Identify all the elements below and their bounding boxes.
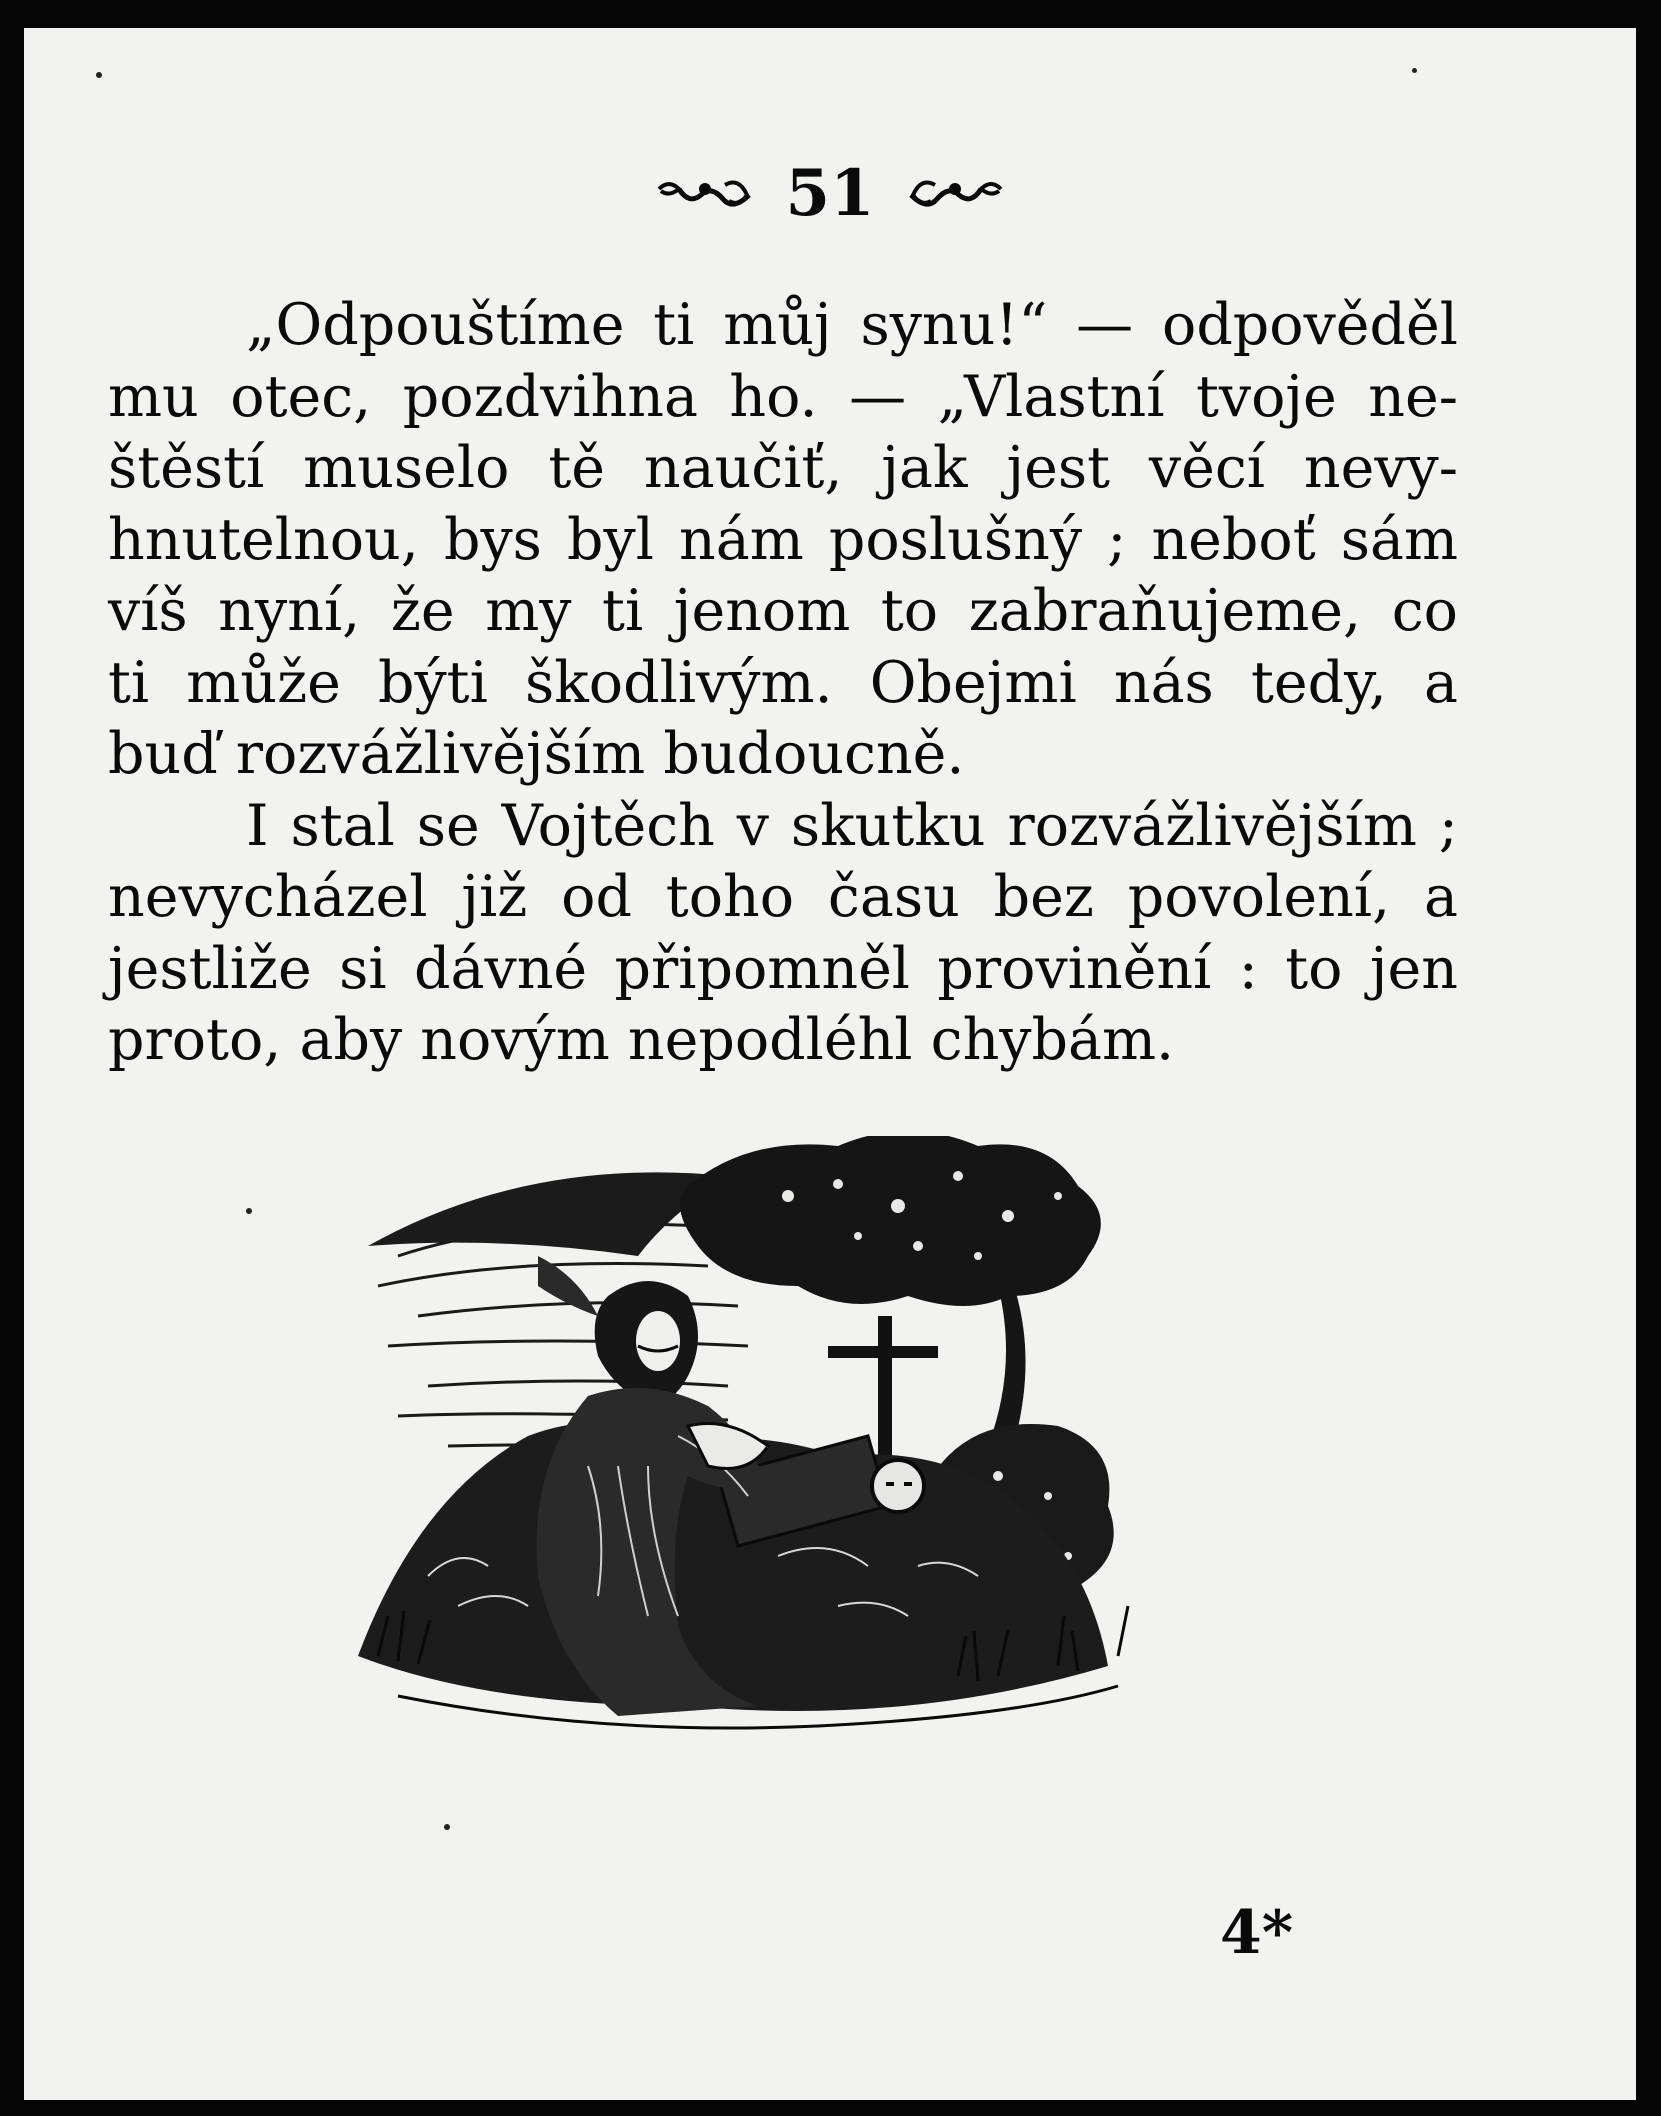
woodcut-mourning-woman-at-grave-icon <box>358 1136 1188 1796</box>
text-line: víš nyní, že my ti jenom to zabraňujeme, co <box>108 578 1458 644</box>
text-line: buď rozvážlivějším budoucně. <box>108 721 965 787</box>
text-line: ti může býti škodlivým. Obejmi nás tedy, a <box>108 649 1458 716</box>
text-line: jestliže si dávné připomněl provinění : to jen <box>108 935 1458 1002</box>
text-line: hnutelnou, bys byl nám poslušný ; neboť sám <box>108 506 1458 573</box>
signature-mark: 4* <box>1220 1898 1294 1968</box>
woodcut-illustration <box>358 1136 1188 1796</box>
paper-speck <box>1412 68 1417 73</box>
text-line: I stal se Vojtěch v skutku rozvážlivějším ; <box>246 792 1458 859</box>
ornament-right-icon <box>901 156 1005 231</box>
ornament-left-icon <box>655 156 759 231</box>
body-text <box>108 290 1458 1077</box>
paper-speck <box>96 72 102 78</box>
paragraph-1 <box>108 290 1458 791</box>
text-line: štěstí muselo tě naučiť, jak jest věcí nevy- <box>108 435 1458 501</box>
paper-speck <box>444 1824 450 1830</box>
paper-speck <box>246 1208 252 1214</box>
paragraph-2 <box>108 791 1458 1077</box>
page-number: 51 <box>785 156 875 231</box>
text-line: proto, aby novým nepodléhl chybám. <box>108 1007 1175 1073</box>
text-line: mu otec, pozdvihna ho. — „Vlastní tvoje ne- <box>108 363 1458 430</box>
text-line: nevycházel již od toho času bez povolení, a <box>108 864 1458 930</box>
page-header <box>24 156 1636 231</box>
book-page <box>24 28 1636 2100</box>
text-line: „Odpouštíme ti můj synu!“ — odpověděl <box>246 292 1458 358</box>
